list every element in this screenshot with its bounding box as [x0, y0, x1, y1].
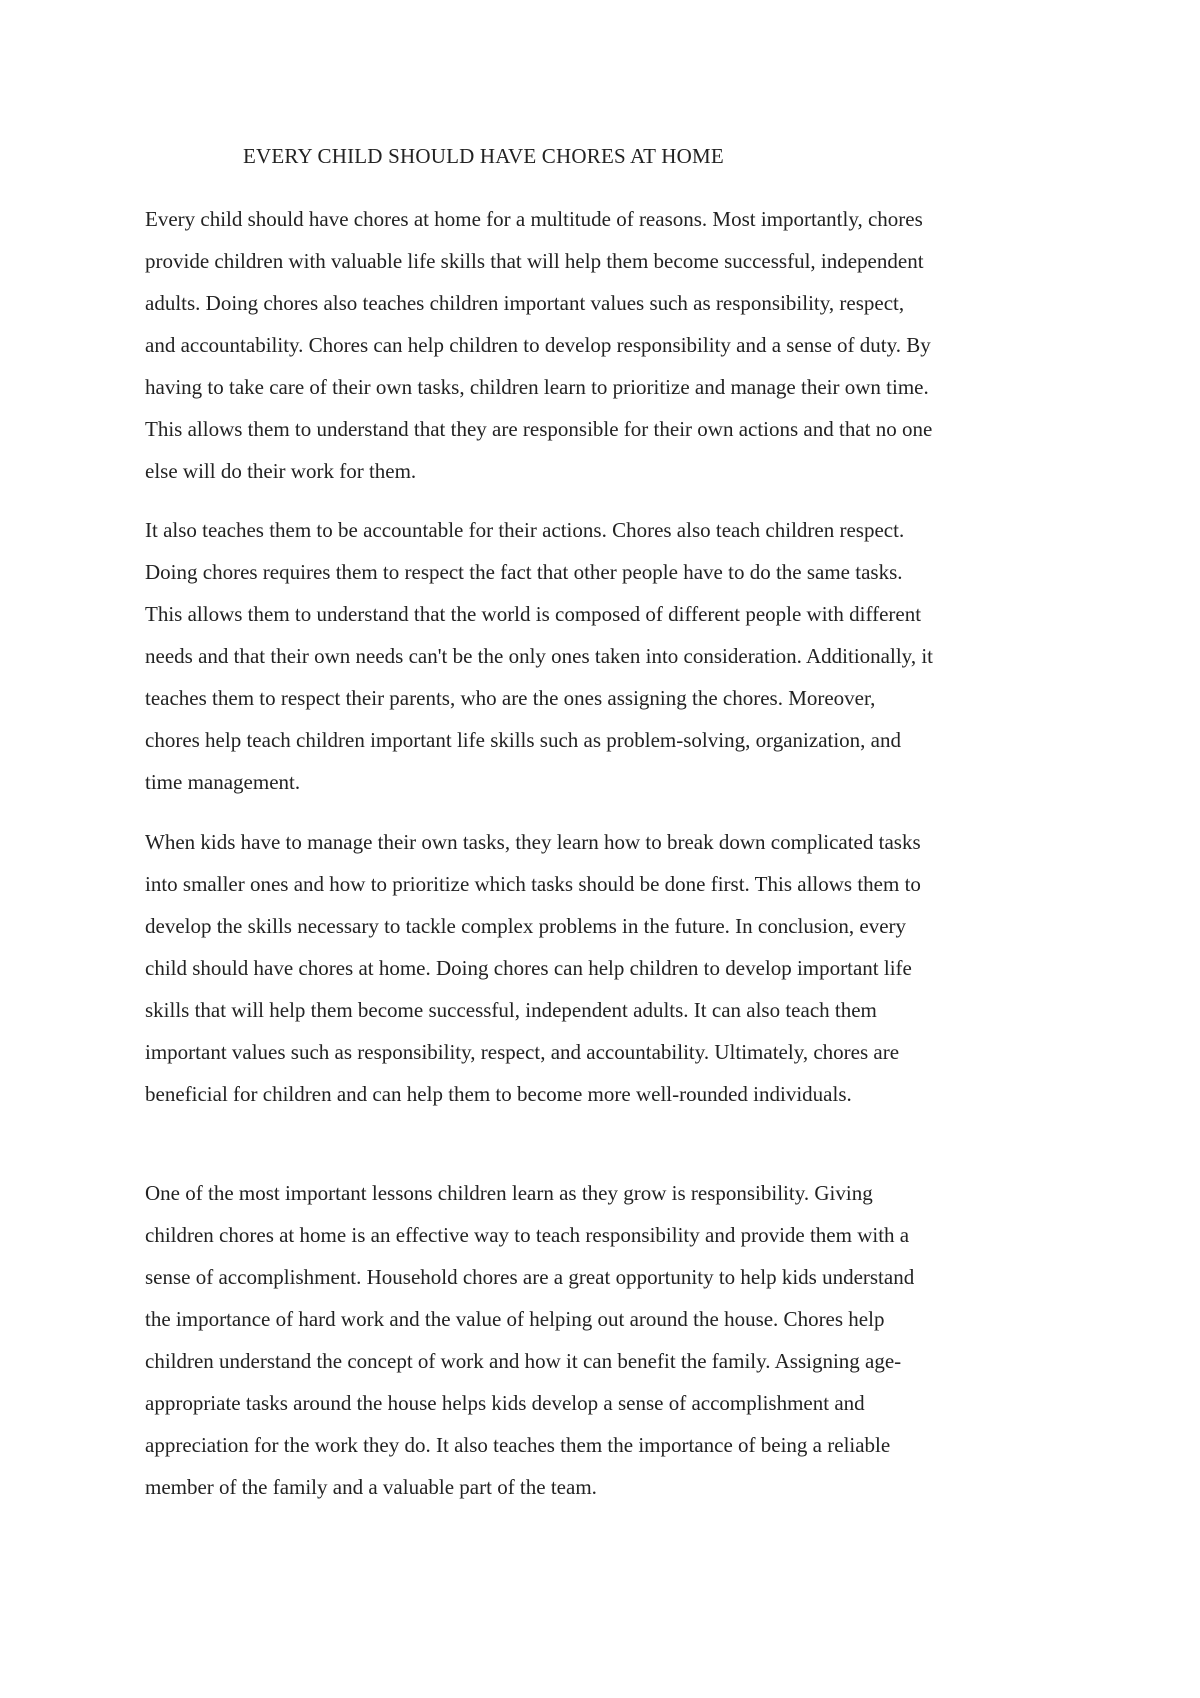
paragraph-4 — [145, 1172, 1075, 1508]
text-line: When kids have to manage their own tasks, they learn how to break down complicated tasks — [145, 830, 921, 854]
text-line: beneficial for children and can help them to become more well-rounded individuals. — [145, 1082, 852, 1106]
text-line: provide children with valuable life skills that will help them become successful, independent — [145, 249, 924, 273]
text-line: appreciation for the work they do. It also teaches them the importance of being a reliable — [145, 1433, 891, 1457]
text-line: teaches them to respect their parents, who are the ones assigning the chores. Moreover, — [145, 686, 876, 710]
text-line: It also teaches them to be accountable for their actions. Chores also teach children respect. — [145, 518, 905, 542]
paragraph-3 — [145, 821, 1075, 1115]
text-line: sense of accomplishment. Household chores are a great opportunity to help kids understand — [145, 1265, 915, 1289]
text-line: One of the most important lessons children learn as they grow is responsibility. Giving — [145, 1181, 873, 1205]
text-line: else will do their work for them. — [145, 459, 417, 483]
text-line: appropriate tasks around the house helps kids develop a sense of accomplishment and — [145, 1391, 865, 1415]
text-line: child should have chores at home. Doing chores can help children to develop important life — [145, 956, 912, 980]
text-line: skills that will help them become successful, independent adults. It can also teach them — [145, 998, 877, 1022]
text-line: having to take care of their own tasks, children learn to prioritize and manage their own time. — [145, 375, 929, 399]
text-line: the importance of hard work and the value of helping out around the house. Chores help — [145, 1307, 885, 1331]
text-line: children chores at home is an effective way to teach responsibility and provide them with a — [145, 1223, 910, 1247]
text-line: develop the skills necessary to tackle complex problems in the future. In conclusion, every — [145, 914, 907, 938]
text-line: Doing chores requires them to respect the fact that other people have to do the same tasks. — [145, 560, 903, 584]
text-line: chores help teach children important life skills such as problem-solving, organization, and — [145, 728, 901, 752]
text-line: children understand the concept of work and how it can benefit the family. Assigning age- — [145, 1349, 902, 1373]
text-line: Every child should have chores at home for a multitude of reasons. Most importantly, chores — [145, 207, 923, 231]
text-line: member of the family and a valuable part of the team. — [145, 1475, 597, 1499]
text-line: adults. Doing chores also teaches children important values such as responsibility, respect, — [145, 291, 905, 315]
paragraph-1 — [145, 198, 1075, 492]
text-line: and accountability. Chores can help children to develop responsibility and a sense of duty. By — [145, 333, 931, 357]
text-line: important values such as responsibility, respect, and accountability. Ultimately, chores are — [145, 1040, 900, 1064]
document-title: EVERY CHILD SHOULD HAVE CHORES AT HOME — [243, 144, 724, 168]
text-line: needs and that their own needs can't be the only ones taken into consideration. Additionally, it — [145, 644, 933, 668]
text-line: into smaller ones and how to prioritize which tasks should be done first. This allows them to — [145, 872, 921, 896]
text-line: time management. — [145, 770, 301, 794]
text-line: This allows them to understand that they are responsible for their own actions and that no one — [145, 417, 933, 441]
paragraph-2 — [145, 509, 1075, 803]
text-line: This allows them to understand that the world is composed of different people with different — [145, 602, 922, 626]
